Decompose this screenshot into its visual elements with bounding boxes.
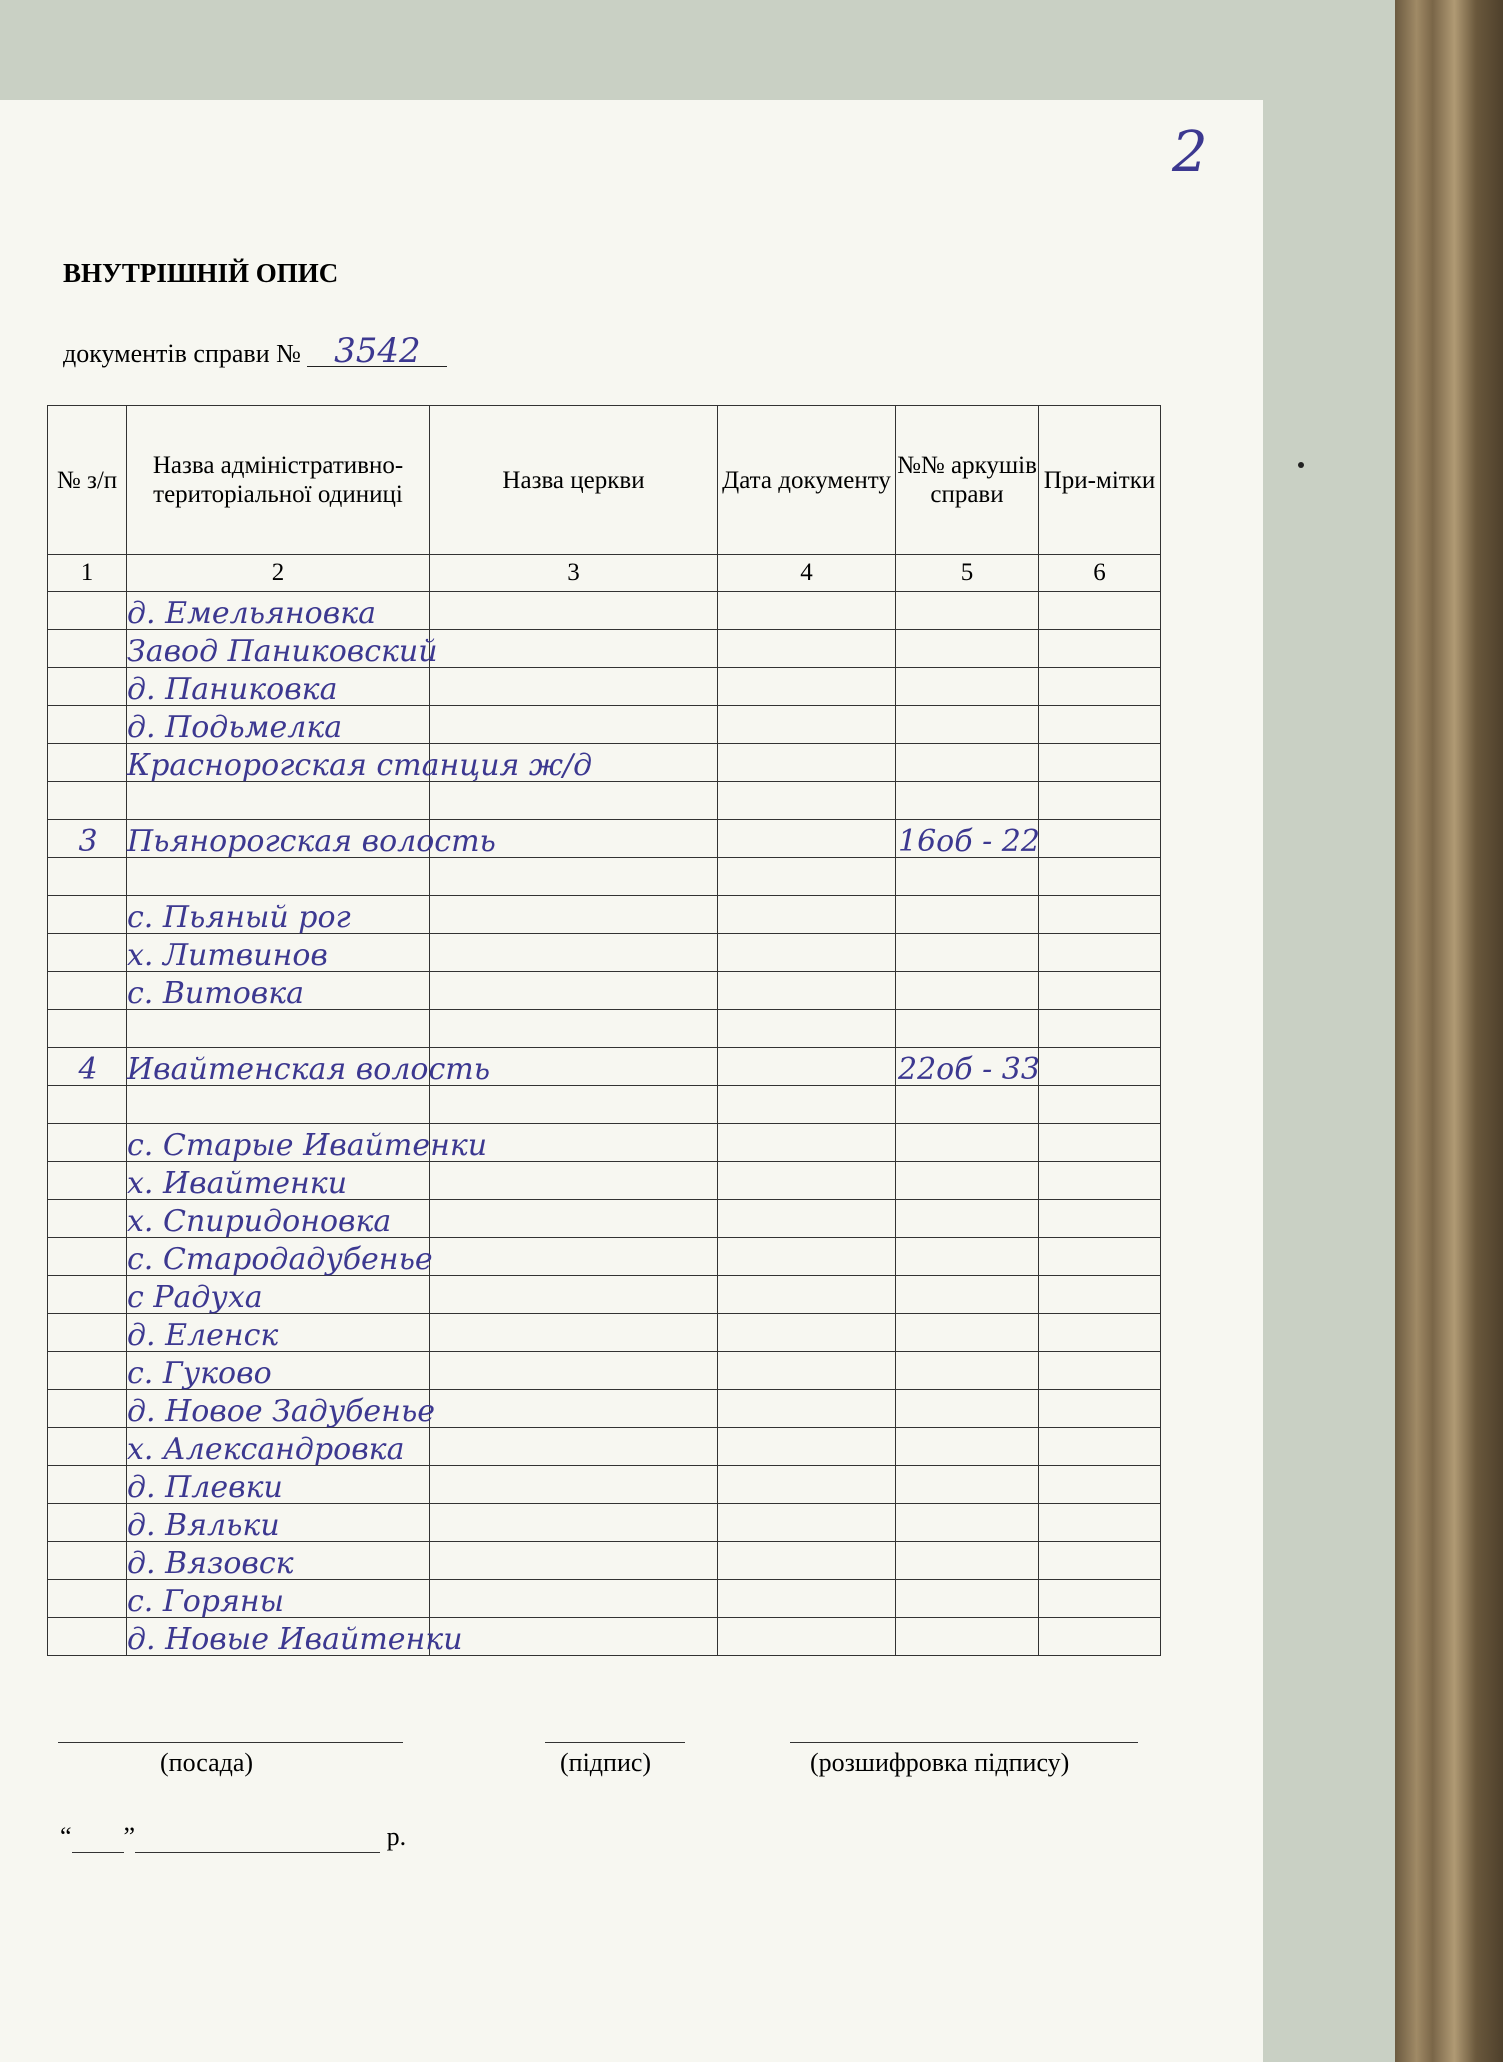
admin-unit-cell (127, 1542, 430, 1580)
notes-cell (1039, 1352, 1161, 1390)
date-month-blank (135, 1822, 380, 1853)
sheet-range: 22об - 33 (898, 1052, 1040, 1087)
position-label: (посада) (160, 1748, 254, 1777)
table-row (48, 972, 1161, 1010)
row-number-cell (48, 1352, 127, 1390)
date-cell (718, 744, 896, 782)
column-number: 4 (718, 555, 896, 592)
header-number: № з/п (48, 406, 127, 555)
sheets-cell (896, 630, 1039, 668)
church-cell (430, 972, 718, 1010)
table-row (48, 1010, 1161, 1048)
church-cell (430, 1466, 718, 1504)
table-row (48, 858, 1161, 896)
admin-unit-cell (127, 1352, 430, 1390)
row-number-cell (48, 1200, 127, 1238)
admin-unit-name: д. Емельяновка (127, 596, 376, 631)
admin-unit-cell (127, 1086, 430, 1124)
church-cell (430, 1618, 718, 1656)
sheets-cell (896, 1200, 1039, 1238)
admin-unit-name: д. Подьмелка (127, 710, 343, 745)
admin-unit-name: х. Спиридоновка (127, 1204, 392, 1239)
admin-unit-cell (127, 592, 430, 630)
church-cell (430, 706, 718, 744)
notes-cell (1039, 1618, 1161, 1656)
row-number-cell (48, 782, 127, 820)
row-number: 3 (78, 824, 98, 859)
table-row (48, 630, 1161, 668)
church-cell (430, 1428, 718, 1466)
admin-unit-cell (127, 706, 430, 744)
case-number-value: 3542 (307, 336, 447, 367)
admin-unit-cell (127, 1314, 430, 1352)
admin-unit-cell (127, 820, 496, 859)
church-cell (430, 1010, 718, 1048)
sheets-cell (896, 592, 1039, 630)
sheets-cell (896, 1086, 1039, 1124)
sheets-cell (896, 782, 1039, 820)
admin-unit-name: д. Вяльки (127, 1508, 280, 1543)
notes-cell (1039, 1086, 1161, 1124)
date-cell (718, 1200, 896, 1238)
row-number-cell (48, 1162, 127, 1200)
date-cell (718, 1048, 896, 1086)
row-number: 4 (78, 1052, 98, 1087)
row-number-cell (48, 1618, 127, 1656)
admin-unit-name: с Радуха (127, 1280, 263, 1315)
row-number-cell (48, 858, 127, 896)
table-row (48, 1504, 1161, 1542)
row-number-cell (48, 1124, 127, 1162)
table-row (48, 668, 1161, 706)
admin-unit-cell (127, 630, 438, 669)
date-cell (718, 896, 896, 934)
admin-unit-cell (127, 896, 430, 934)
notes-cell (1039, 1162, 1161, 1200)
sheets-cell (896, 1048, 1039, 1086)
notes-cell (1039, 1504, 1161, 1542)
church-cell (430, 1352, 718, 1390)
notes-cell (1039, 1542, 1161, 1580)
admin-unit-name: д. Паниковка (127, 672, 338, 707)
header-church: Назва церкви (430, 406, 718, 555)
row-number-cell (48, 1542, 127, 1580)
row-number-cell (48, 972, 127, 1010)
row-number-cell (48, 630, 127, 668)
sheets-cell (896, 1618, 1039, 1656)
date-cell (718, 820, 896, 858)
admin-unit-name: Завод Паниковский (127, 634, 438, 669)
table-row (48, 1314, 1161, 1352)
date-cell (718, 1314, 896, 1352)
table-row (48, 744, 1161, 782)
sheets-cell (896, 820, 1039, 858)
notes-cell (1039, 1124, 1161, 1162)
column-number-row (48, 555, 1161, 592)
case-number-label: документів справи № (63, 339, 301, 368)
notes-cell (1039, 1428, 1161, 1466)
date-line (60, 1822, 406, 1853)
table-row (48, 592, 1161, 630)
notes-cell (1039, 1200, 1161, 1238)
table-row (48, 1124, 1161, 1162)
column-number: 2 (127, 555, 430, 592)
row-number-cell (48, 1086, 127, 1124)
header-date: Дата документу (718, 406, 896, 555)
row-number-cell (48, 592, 127, 630)
header-admin-unit: Назва адміністративно-територіальної одиниці (127, 406, 430, 555)
table-row (48, 1162, 1161, 1200)
row-number-cell (48, 1390, 127, 1428)
row-number-cell (48, 820, 127, 858)
notes-cell (1039, 782, 1161, 820)
date-cell (718, 1466, 896, 1504)
column-number: 5 (896, 555, 1039, 592)
admin-unit-cell (127, 1124, 488, 1163)
table-header-row (48, 406, 1161, 555)
admin-unit-name: Пьянорогская волость (127, 824, 496, 859)
table-row (48, 1048, 1161, 1086)
church-cell (430, 1390, 718, 1428)
church-cell (430, 1162, 718, 1200)
church-cell (430, 1086, 718, 1124)
sheets-cell (896, 668, 1039, 706)
column-number: 3 (430, 555, 718, 592)
table-row (48, 1238, 1161, 1276)
date-cell (718, 630, 896, 668)
sheets-cell (896, 972, 1039, 1010)
date-close-quote: ” (123, 1822, 136, 1851)
sheets-cell (896, 744, 1039, 782)
date-cell (718, 592, 896, 630)
notes-cell (1039, 668, 1161, 706)
sheets-cell (896, 1162, 1039, 1200)
notes-cell (1039, 1390, 1161, 1428)
admin-unit-name: х. Александровка (127, 1432, 405, 1467)
notes-cell (1039, 934, 1161, 972)
admin-unit-cell (127, 1276, 430, 1314)
church-cell (430, 858, 718, 896)
sheets-cell (896, 1580, 1039, 1618)
notes-cell (1039, 1466, 1161, 1504)
sheets-cell (896, 1390, 1039, 1428)
notes-cell (1039, 820, 1161, 858)
notes-cell (1039, 1580, 1161, 1618)
date-cell (718, 972, 896, 1010)
church-cell (430, 1542, 718, 1580)
sheets-cell (896, 1314, 1039, 1352)
row-number-cell (48, 668, 127, 706)
signature-line (545, 1742, 685, 1743)
date-cell (718, 1162, 896, 1200)
table-row (48, 896, 1161, 934)
row-number-cell (48, 934, 127, 972)
admin-unit-name: Ивайтенская волость (127, 1052, 491, 1087)
notes-cell (1039, 706, 1161, 744)
sheets-cell (896, 858, 1039, 896)
admin-unit-name: с. Стародадубенье (127, 1242, 433, 1277)
column-number: 1 (48, 555, 127, 592)
notes-cell (1039, 630, 1161, 668)
admin-unit-name: с. Пьяный рог (127, 900, 351, 935)
row-number-cell (48, 1048, 127, 1086)
admin-unit-cell (127, 1580, 430, 1618)
case-number-line (63, 331, 447, 371)
date-cell (718, 934, 896, 972)
sheets-cell (896, 1466, 1039, 1504)
sheets-cell (896, 1124, 1039, 1162)
inventory-table (47, 405, 1161, 1656)
church-cell (430, 934, 718, 972)
date-cell (718, 1390, 896, 1428)
admin-unit-cell (127, 782, 430, 820)
admin-unit-name: с. Витовка (127, 976, 305, 1011)
admin-unit-cell (127, 1200, 430, 1238)
admin-unit-cell (127, 1428, 430, 1466)
row-number-cell (48, 706, 127, 744)
header-sheets: №№ аркушів справи (896, 406, 1039, 555)
church-cell (430, 630, 718, 668)
date-cell (718, 1504, 896, 1542)
admin-unit-name: х. Литвинов (127, 938, 328, 973)
date-day-blank (72, 1822, 124, 1853)
church-cell (430, 1504, 718, 1542)
church-cell (430, 1580, 718, 1618)
admin-unit-cell (127, 744, 593, 783)
notes-cell (1039, 592, 1161, 630)
notes-cell (1039, 972, 1161, 1010)
table-row (48, 1466, 1161, 1504)
signature-label: (підпис) (560, 1748, 652, 1777)
date-cell (718, 1542, 896, 1580)
date-cell (718, 782, 896, 820)
church-cell (430, 1200, 718, 1238)
admin-unit-cell (127, 1390, 436, 1429)
date-cell (718, 1124, 896, 1162)
sheets-cell (896, 1428, 1039, 1466)
admin-unit-cell (127, 1238, 433, 1277)
date-open-quote: “ (60, 1822, 72, 1851)
row-number-cell (48, 744, 127, 782)
decoding-line (790, 1742, 1138, 1743)
sheet-range: 16об - 22 (898, 824, 1040, 859)
row-number-cell (48, 1428, 127, 1466)
admin-unit-cell (127, 1048, 491, 1087)
row-number-cell (48, 1010, 127, 1048)
admin-unit-cell (127, 858, 430, 896)
admin-unit-name: с. Старые Ивайтенки (127, 1128, 488, 1163)
admin-unit-cell (127, 1618, 463, 1657)
admin-unit-cell (127, 1010, 430, 1048)
table-row (48, 1390, 1161, 1428)
admin-unit-cell (127, 668, 430, 706)
sheets-cell (896, 1504, 1039, 1542)
table-row (48, 820, 1161, 858)
stain-mark (1298, 462, 1304, 468)
church-cell (430, 1276, 718, 1314)
church-cell (430, 896, 718, 934)
table-row (48, 1580, 1161, 1618)
date-cell (718, 706, 896, 744)
table-row (48, 934, 1161, 972)
sheets-cell (896, 1010, 1039, 1048)
position-line (58, 1742, 403, 1743)
row-number-cell (48, 1314, 127, 1352)
admin-unit-name: с. Гуково (127, 1356, 272, 1391)
notes-cell (1039, 744, 1161, 782)
admin-unit-name: д. Плевки (127, 1470, 283, 1505)
notes-cell (1039, 858, 1161, 896)
church-cell (430, 782, 718, 820)
notes-cell (1039, 896, 1161, 934)
sheets-cell (896, 1352, 1039, 1390)
date-cell (718, 1276, 896, 1314)
date-year-suffix: р. (386, 1822, 407, 1851)
admin-unit-name: х. Ивайтенки (127, 1166, 348, 1201)
admin-unit-cell (127, 1504, 430, 1542)
admin-unit-name: д. Еленск (127, 1318, 279, 1353)
admin-unit-name: д. Новое Задубенье (127, 1394, 436, 1429)
notes-cell (1039, 1314, 1161, 1352)
date-cell (718, 1428, 896, 1466)
date-cell (718, 858, 896, 896)
date-cell (718, 668, 896, 706)
sheets-cell (896, 1542, 1039, 1580)
admin-unit-cell (127, 972, 430, 1010)
notes-cell (1039, 1238, 1161, 1276)
table-row (48, 706, 1161, 744)
table-row (48, 1542, 1161, 1580)
sheets-cell (896, 1276, 1039, 1314)
admin-unit-name: с. Горяны (127, 1584, 285, 1619)
date-cell (718, 1580, 896, 1618)
row-number-cell (48, 1504, 127, 1542)
church-cell (430, 1314, 718, 1352)
date-cell (718, 1352, 896, 1390)
page-number: 2 (1172, 120, 1208, 185)
table-row (48, 1276, 1161, 1314)
row-number-cell (48, 1466, 127, 1504)
header-notes: При-мітки (1039, 406, 1161, 555)
book-page-edges (1395, 0, 1503, 2062)
date-cell (718, 1238, 896, 1276)
table-row (48, 1618, 1161, 1656)
document-title: ВНУТРІШНІЙ ОПИС (63, 258, 339, 288)
admin-unit-cell (127, 1162, 430, 1200)
admin-unit-cell (127, 934, 430, 972)
sheets-cell (896, 1238, 1039, 1276)
date-cell (718, 1618, 896, 1656)
church-cell (430, 1238, 718, 1276)
church-cell (430, 592, 718, 630)
sheets-cell (896, 896, 1039, 934)
row-number-cell (48, 896, 127, 934)
row-number-cell (48, 1580, 127, 1618)
table-row (48, 1200, 1161, 1238)
row-number-cell (48, 1238, 127, 1276)
table-row (48, 1428, 1161, 1466)
admin-unit-cell (127, 1466, 430, 1504)
admin-unit-name: д. Вязовск (127, 1546, 294, 1581)
date-cell (718, 1086, 896, 1124)
row-number-cell (48, 1276, 127, 1314)
church-cell (430, 668, 718, 706)
date-cell (718, 1010, 896, 1048)
column-number: 6 (1039, 555, 1161, 592)
table-row (48, 1086, 1161, 1124)
notes-cell (1039, 1276, 1161, 1314)
table-row (48, 782, 1161, 820)
sheets-cell (896, 706, 1039, 744)
decoding-label: (розшифровка підпису) (810, 1748, 1070, 1777)
admin-unit-name: Краснорогская станция ж/д (127, 748, 593, 783)
notes-cell (1039, 1048, 1161, 1086)
sheets-cell (896, 934, 1039, 972)
table-row (48, 1352, 1161, 1390)
admin-unit-name: д. Новые Ивайтенки (127, 1622, 463, 1657)
notes-cell (1039, 1010, 1161, 1048)
